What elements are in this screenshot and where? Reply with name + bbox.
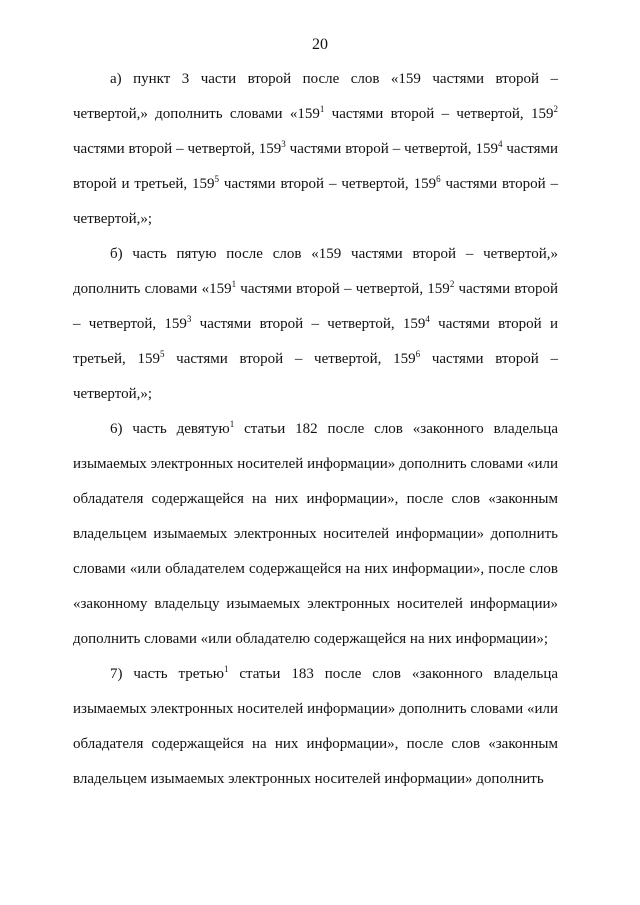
paragraph-b [73, 237, 558, 412]
paragraph-text-run: частями второй – четвертой, 159 [164, 351, 416, 367]
superscript-index: 4 [497, 139, 503, 149]
paragraph-text-run: частями второй – четвертой,»; [73, 351, 559, 402]
superscript-index: 2 [449, 279, 455, 289]
superscript-index: 6 [415, 349, 421, 359]
paragraph-text-run: статьи 182 после слов «законного владельца изымаемых электронных носителей информации» дополнить словами «или обладателя содержащейся на них информации», после слов «законным владельцем изымаемых электронных носителей информации» дополнить словами «или обладателем содержащейся на них информации», после слов «законному владельцу изымаемых электронных носителей информации» дополнить словами «или обладателю содержащейся на них информации»; [73, 421, 558, 647]
paragraph-text-run: 6) часть девятую [110, 421, 230, 437]
paragraph-text-run: частями второй – четвертой, 159 [73, 141, 282, 157]
superscript-index: 5 [159, 349, 165, 359]
superscript-index: 6 [436, 174, 441, 184]
paragraph-text-run: частями второй и третьей, 159 [73, 141, 559, 192]
paragraph-text-run: частями второй и третьей, 159 [73, 316, 558, 367]
superscript-index: 5 [214, 174, 220, 184]
page-number: 20 [312, 36, 328, 53]
superscript-index: 4 [425, 314, 430, 324]
paragraph-text-run: частями второй – четвертой, 159 [236, 281, 450, 297]
paragraph-text-run: частями второй – четвертой, 159 [191, 316, 426, 332]
paragraph-text-run: частями второй – четвертой, 159 [219, 176, 437, 192]
paragraph-text-run: частями второй – четвертой, 159 [285, 141, 498, 157]
paragraph-a [73, 62, 558, 237]
superscript-index: 2 [553, 104, 558, 114]
superscript-index: 1 [231, 279, 237, 289]
document-body [73, 62, 558, 797]
superscript-index: 1 [229, 419, 235, 429]
paragraph-text-run: а) пункт 3 части второй после слов «159 частями второй – четвертой,» дополнить словами «159 [73, 71, 558, 122]
paragraph-text-run: частями второй – четвертой, 159 [73, 281, 559, 332]
paragraph-6 [73, 412, 558, 657]
superscript-index: 1 [224, 664, 229, 674]
superscript-index: 1 [319, 104, 325, 114]
paragraph-text-run: частями второй – четвертой,»; [73, 176, 558, 227]
paragraph-text-run: статьи 183 после слов «законного владельца изымаемых электронных носителей информации» дополнить словами «или обладателя содержащейся на них информации», после слов «законным владельцем изымаемых электронных носителей информации» дополнить [73, 666, 559, 787]
paragraph-text-run: 7) часть третью [110, 666, 224, 682]
superscript-index: 3 [281, 139, 286, 149]
paragraph-text-run: б) часть пятую после слов «159 частями второй – четвертой,» дополнить словами «159 [73, 246, 558, 297]
paragraph-7 [73, 657, 558, 797]
superscript-index: 3 [186, 314, 192, 324]
paragraph-text-run: частями второй – четвертой, 159 [324, 106, 554, 122]
